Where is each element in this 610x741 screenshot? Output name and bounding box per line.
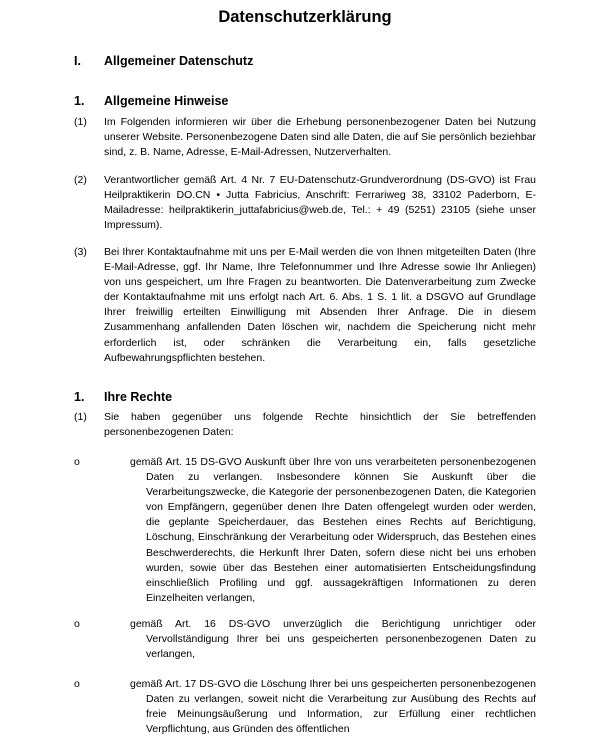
bullet-marker: o	[74, 618, 80, 630]
page-title: Datenschutzerklärung	[218, 8, 392, 26]
section-number: I.	[74, 54, 81, 68]
paragraph-text: Bei Ihrer Kontaktaufnahme mit uns per E-Mail werden die von Ihnen mitgeteilten Daten (Ihre E-Mail-Adresse, ggf. Ihr Name, Ihre Telefonnummer und Ihre Adresse sowie Ihr Anliegen) von uns gespeichert, um Ihre Fragen zu beantworten. Die Datenverarbeitung zum Zwecke der Kontaktaufnahme mit uns erfolgt nach Art. 6. Abs. 1 S. 1 lit. a DSGVO auf Grundlage Ihrer freiwillig erteilten Einwilligung mit Absenden Ihrer Anfrage. Die in diesem Zusammenhang anfallenden Daten löschen wir, nachdem die Speicherung nicht mehr erforderlich ist, oder schränken die Verarbeitung ein, falls gesetzliche Aufbewahrungspflichten bestehen.	[104, 246, 536, 364]
subsection-title: Ihre Rechte	[104, 390, 173, 404]
paragraph-number: (3)	[74, 246, 87, 258]
bullet-marker: o	[74, 456, 80, 468]
bullet-marker: o	[74, 678, 80, 690]
paragraph-number: (1)	[74, 116, 87, 128]
paragraph-text: Sie haben gegenüber uns folgende Rechte hinsichtlich der Sie betreffenden personenbezogenen Daten:	[104, 411, 536, 439]
bullet-text: gemäß Art. 16 DS-GVO unverzüglich die Berichtigung unrichtiger oder Vervollständigung Ihrer bei uns gespeicherten personenbezogenen Daten zu verlangen,	[130, 618, 536, 661]
bullet-text: gemäß Art. 15 DS-GVO Auskunft über Ihre von uns verarbeiteten personenbezogenen Daten zu verlangen. Insbesondere können Sie Auskunft über die Verarbeitungszwecke, die Kategorie der personenbezogenen Daten, die Kategorien von Empfängern, gegenüber denen Ihre Daten offengelegt wurden oder werden, die geplante Speicherdauer, das Bestehen eines Rechts auf Berichtigung, Löschung, Einschränkung der Verarbeitung oder Widerspruch, das Bestehen eines Beschwerderechts, die Herkunft Ihrer Daten, sofern diese nicht bei uns erhoben wurden, sowie über das Bestehen einer automatisierten Entscheidungsfindung einschließlich Profiling und ggf. aussagekräftigen Informationen zu deren Einzelheiten verlangen,	[130, 456, 536, 604]
paragraph-number: (1)	[74, 411, 87, 423]
paragraph-text: Im Folgenden informieren wir über die Erhebung personenbezogener Daten bei Nutzung unserer Website. Personenbezogene Daten sind alle Daten, die auf Sie persönlich beziehbar sind, z. B. Name, Adresse, E-Mail-Adressen, Nutzerverhalten.	[104, 116, 536, 159]
section-title: Allgemeiner Datenschutz	[104, 54, 254, 68]
paragraph-text: Verantwortlicher gemäß Art. 4 Nr. 7 EU-Datenschutz-Grundverordnung (DS-GVO) ist Frau Heilpraktikerin DO.CN • Jutta Fabricius, Anschrift: Ferrariweg 38, 33102 Paderborn, E-Mailadresse: heilpraktikerin_juttafabricius@web.de, Tel.: + 49 (5251) 23105 (siehe unser Impressum).	[104, 174, 536, 232]
bullet-text: gemäß Art. 17 DS-GVO die Löschung Ihrer bei uns gespeicherten personenbezogenen Daten zu verlangen, soweit nicht die Verarbeitung zur Ausübung des Rechts auf freie Meinungsäußerung und Information, zur Erfüllung einer rechtlichen Verpflichtung, aus Gründen des öffentlichen	[130, 678, 536, 736]
subsection-number: 1.	[74, 94, 85, 108]
subsection-title: Allgemeine Hinweise	[104, 94, 229, 108]
paragraph-number: (2)	[74, 174, 87, 186]
subsection-number: 1.	[74, 390, 85, 404]
